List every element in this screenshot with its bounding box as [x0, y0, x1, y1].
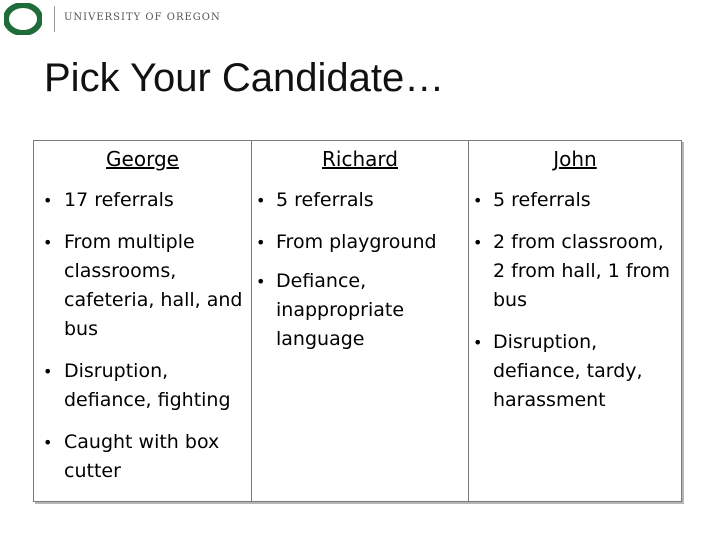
candidate-details-list: [252, 186, 468, 354]
list-item: • From multiple classrooms, cafeteria, hall, and bus: [34, 228, 251, 344]
list-item: • Disruption, defiance, fighting: [34, 357, 251, 415]
list-item: • Disruption, defiance, tardy, harassment: [469, 328, 681, 415]
candidate-details-list: [469, 186, 681, 415]
list-item: • 5 referrals: [469, 186, 681, 215]
list-item: • 17 referrals: [34, 186, 251, 215]
logo-divider: [54, 6, 55, 32]
list-item: • 2 from classroom, 2 from hall, 1 from bus: [469, 228, 681, 315]
uo-o-logo-icon: [4, 3, 42, 35]
list-item: • Defiance, inappropriate language: [252, 267, 468, 354]
page-title: Pick Your Candidate…: [44, 56, 445, 100]
slide-header: [0, 0, 720, 40]
candidate-name: John: [553, 147, 597, 171]
candidate-details-list: [34, 186, 251, 486]
candidate-column-richard: [252, 141, 469, 501]
candidate-name: George: [106, 147, 179, 171]
candidate-name: Richard: [322, 147, 398, 171]
candidate-column-george: [34, 141, 252, 501]
candidate-column-john: [469, 141, 681, 501]
university-name: UNIVERSITY OF OREGON: [64, 12, 221, 23]
list-item: • Caught with box cutter: [34, 428, 251, 486]
list-item: • From playground: [252, 228, 468, 257]
list-item: • 5 referrals: [252, 186, 468, 215]
candidate-table: [33, 140, 682, 502]
